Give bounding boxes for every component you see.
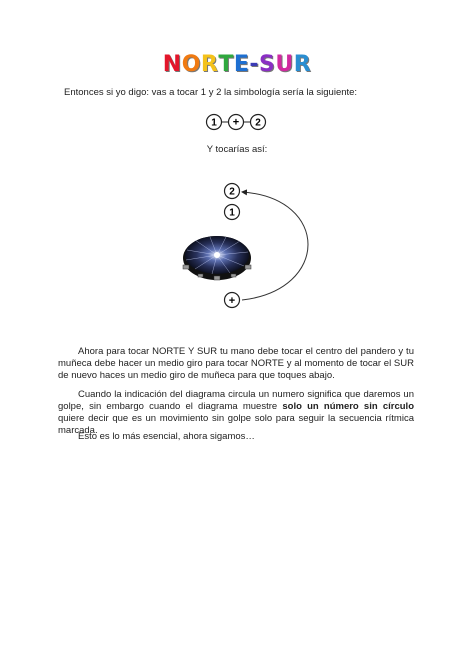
tambourine-diagram [160, 170, 320, 320]
title-letter: R [200, 52, 219, 77]
tambourine-image [183, 236, 251, 280]
symbol-circle-2 [251, 115, 266, 130]
symbol-label-2: 2 [255, 117, 261, 129]
diagram-circle-1 [225, 205, 240, 220]
paragraph-closing: Esto es lo más esencial, ahora sigamos… [78, 431, 255, 442]
title-letter: E [233, 52, 250, 77]
diagram-circle-plus [225, 293, 240, 308]
symbol-label-plus: + [232, 116, 240, 129]
title-letter: S [259, 52, 276, 77]
title-letter: O [181, 52, 201, 77]
title-letter: U [275, 52, 294, 77]
paragraph-norte-sur: Ahora para tocar NORTE Y SUR tu mano debe tocar el centro del pandero y tu muñeca debe hacer un medio giro para tocar NORTE y al momento de tocar el SUR de nuevo haces un medio giro de muñeca para que toques abajo. [58, 346, 414, 381]
title-letter: R [293, 52, 312, 77]
symbol-row [0, 112, 474, 132]
movement-arrow [242, 192, 308, 300]
symbol-circle-1 [207, 115, 222, 130]
symbol-label-1: 1 [211, 117, 217, 129]
diagram-circle-2 [225, 184, 240, 199]
title-letter: - [249, 52, 260, 77]
y-tocarias-text: Y tocarías así: [206, 144, 268, 155]
paragraph-2-end: quiere decir que es un movimiento sin golpe solo para seguir la secuencia rítmica marcada. [58, 413, 414, 436]
diagram-label-2: 2 [229, 186, 235, 198]
diagram-label-plus: + [228, 295, 236, 307]
title-letter: T [218, 52, 234, 77]
paragraph-2-start: Cuando la indicación del diagrama circula un numero significa que daremos un golpe, sin embargo cuando el diagrama muestre [58, 389, 414, 412]
intro-text: Entonces si yo digo: vas a tocar 1 y 2 la simbología sería la siguiente: [64, 87, 358, 98]
diagram-label-1: 1 [229, 207, 235, 219]
title-letter: N [162, 52, 182, 77]
page-title [0, 52, 474, 77]
symbol-circle-plus [229, 115, 244, 130]
paragraph-diagram-explanation [58, 389, 414, 437]
paragraph-2-bold: solo un número sin círculo [282, 401, 414, 412]
